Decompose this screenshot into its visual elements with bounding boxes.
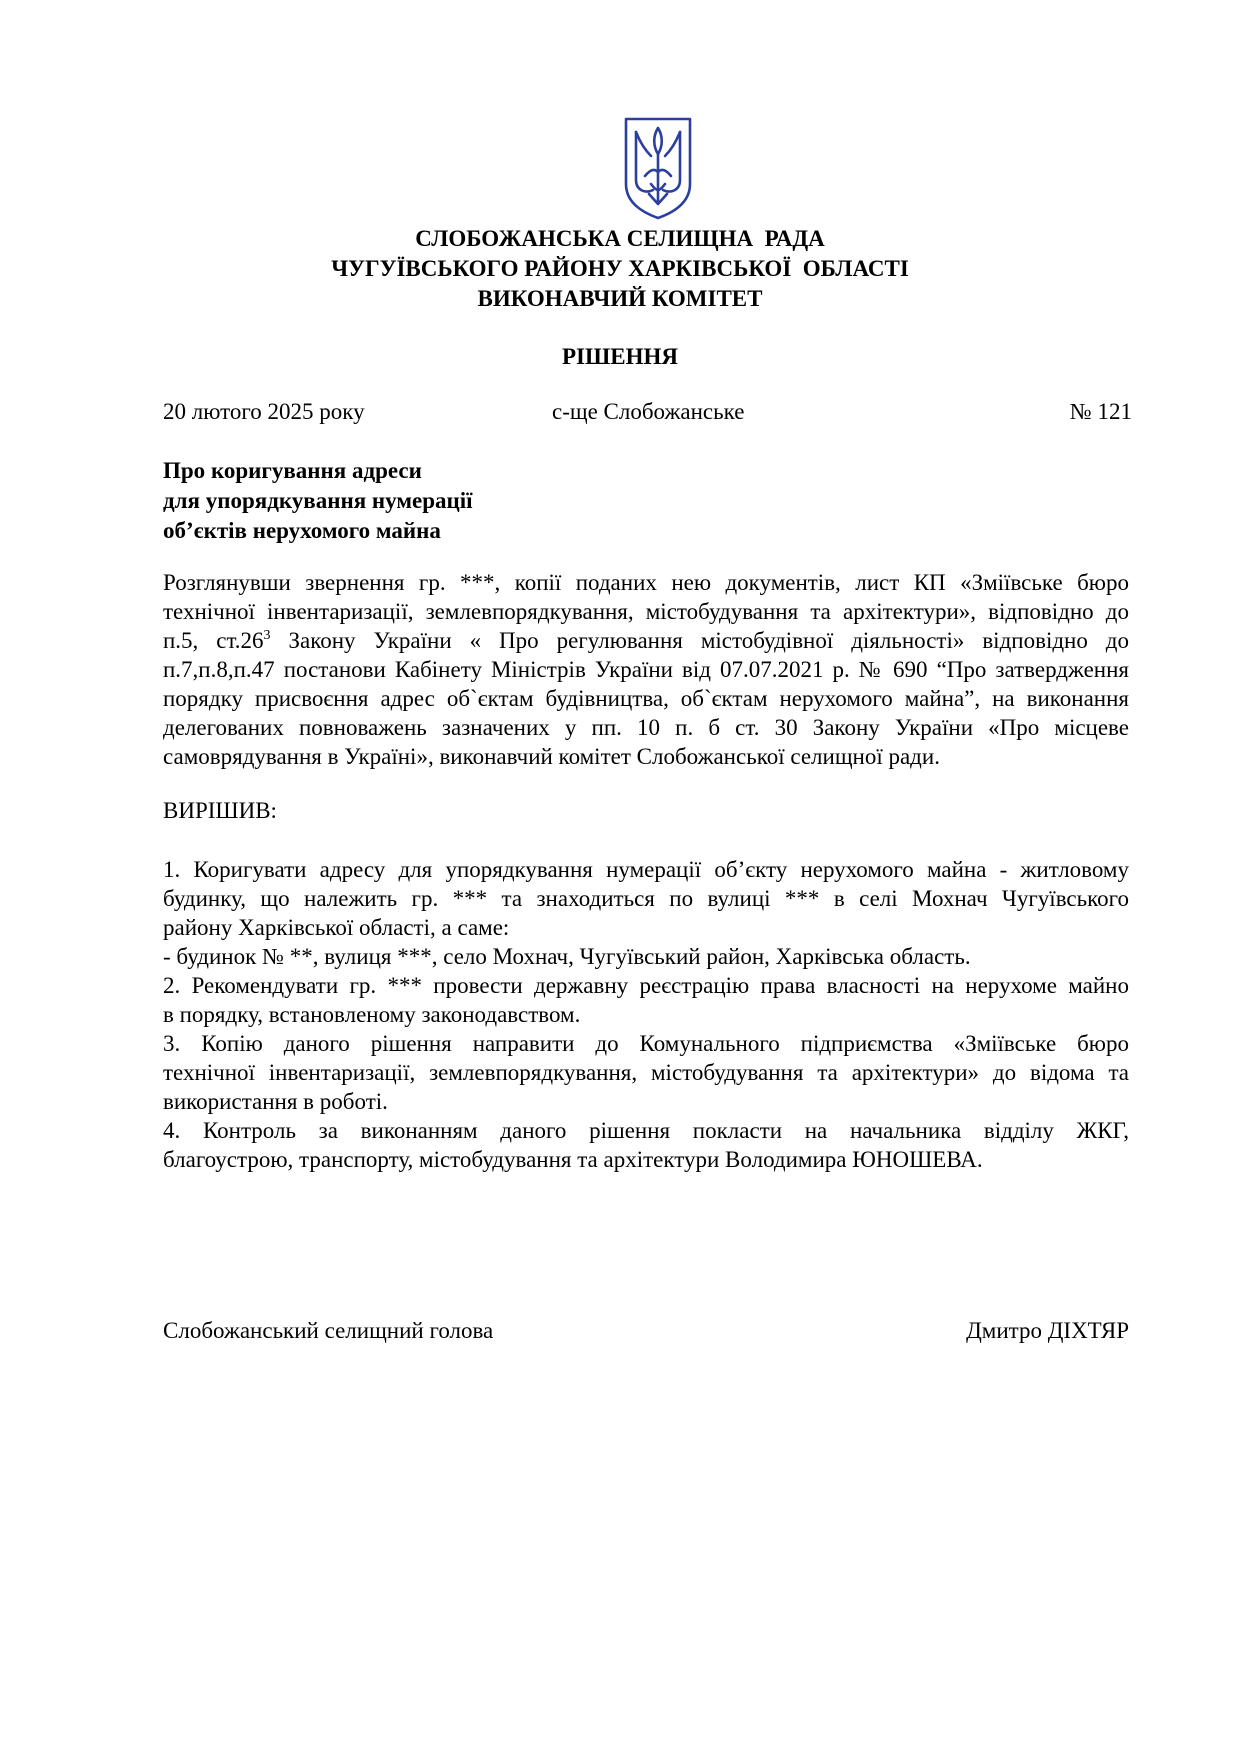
document-title: РІШЕННЯ [562, 344, 678, 369]
org-committee-line: ВИКОНАВЧИЙ КОМІТЕТ [477, 286, 763, 311]
preamble-superscript: 3 [263, 628, 271, 643]
preamble-article: п.5, ст.26 [163, 628, 264, 653]
preamble-line: п.7,п.8,п.47 постанови Кабінету Міністрів України від 07.07.2021 р. № 690 “Про затвердження [163, 657, 1129, 682]
document-place: с-ще Слобожанське [552, 399, 745, 424]
decision-line: 1. Коригувати адресу для упорядкування нумерації об’єкту нерухомого майна - житловому [163, 857, 1129, 882]
decision-line: району Харківської області, а саме: [163, 915, 510, 940]
preamble-line [163, 626, 1129, 655]
resolved-heading: ВИРІШИВ: [163, 798, 277, 823]
preamble-line: самоврядування в Україні», виконавчий комітет Слобожанської селищної ради. [163, 744, 940, 769]
trident-emblem-icon [623, 116, 693, 220]
subject-line: для упорядкування нумерації [163, 488, 473, 513]
document-date: 20 лютого 2025 року [163, 399, 365, 424]
decision-line: використання в роботі. [163, 1089, 388, 1114]
preamble-line: Розглянувши звернення гр. ***, копії поданих нею документів, лист КП «Зміївське бюро [163, 570, 1129, 595]
subject-line: об’єктів нерухомого майна [163, 518, 441, 543]
org-name-line: СЛОБОЖАНСЬКА СЕЛИЩНА РАДА [415, 226, 825, 251]
subject-prefix: Про [163, 458, 211, 483]
decision-line: технічної інвентаризації, землевпорядкування, містобудування та архітектури» до відома та [163, 1060, 1129, 1085]
subject-suffix: адреси [346, 458, 422, 483]
subject-keyword: коригування [210, 458, 347, 483]
decision-line: 3. Копію даного рішення направити до Комунального підприємства «Зміївське бюро [163, 1031, 1129, 1056]
preamble-line: делегованих повноважень зазначених у пп. 10 п. б ст. 30 Закону України «Про місцеве [163, 715, 1129, 740]
preamble-line: порядку присвоєння адрес об`єктам будівництва, об`єктам нерухомого майна”, на виконання [163, 686, 1129, 711]
decision-line: благоустрою, транспорту, містобудування та архітектури Володимира ЮНОШЕВА. [163, 1147, 983, 1172]
decision-items [163, 855, 1129, 1174]
signatory-position: Слобожанський селищний голова [163, 1318, 494, 1343]
preamble-law: Закону України « Про регулювання містобудівної діяльності» відповідно до [270, 628, 1129, 653]
document-subject [163, 456, 473, 546]
decision-line: - будинок № **, вулиця ***, село Мохнач, Чугуївський район, Харківська область. [163, 944, 971, 969]
preamble-paragraph [163, 568, 1129, 771]
decision-line: 2. Рекомендувати гр. *** провести державну реєстрацію права власності на нерухоме майно [163, 973, 1129, 998]
document-number: № 121 [1069, 399, 1132, 424]
signatory-name: Дмитро ДІХТЯР [966, 1318, 1129, 1343]
decision-line: в порядку, встановленому законодавством. [163, 1002, 581, 1027]
document-meta [163, 399, 1132, 429]
decision-line: 4. Контроль за виконанням даного рішення покласти на начальника відділу ЖКГ, [163, 1118, 1129, 1143]
org-district-line: ЧУГУЇВСЬКОГО РАЙОНУ ХАРКІВСЬКОЇ ОБЛАСТІ [331, 256, 909, 281]
preamble-line: технічної інвентаризації, землевпорядкування, містобудування та архітектури», відповідно до [163, 599, 1129, 624]
organization-header [0, 224, 1240, 314]
decision-line: будинку, що належить гр. *** та знаходиться по вулиці *** в селі Мохнач Чугуївського [163, 886, 1129, 911]
